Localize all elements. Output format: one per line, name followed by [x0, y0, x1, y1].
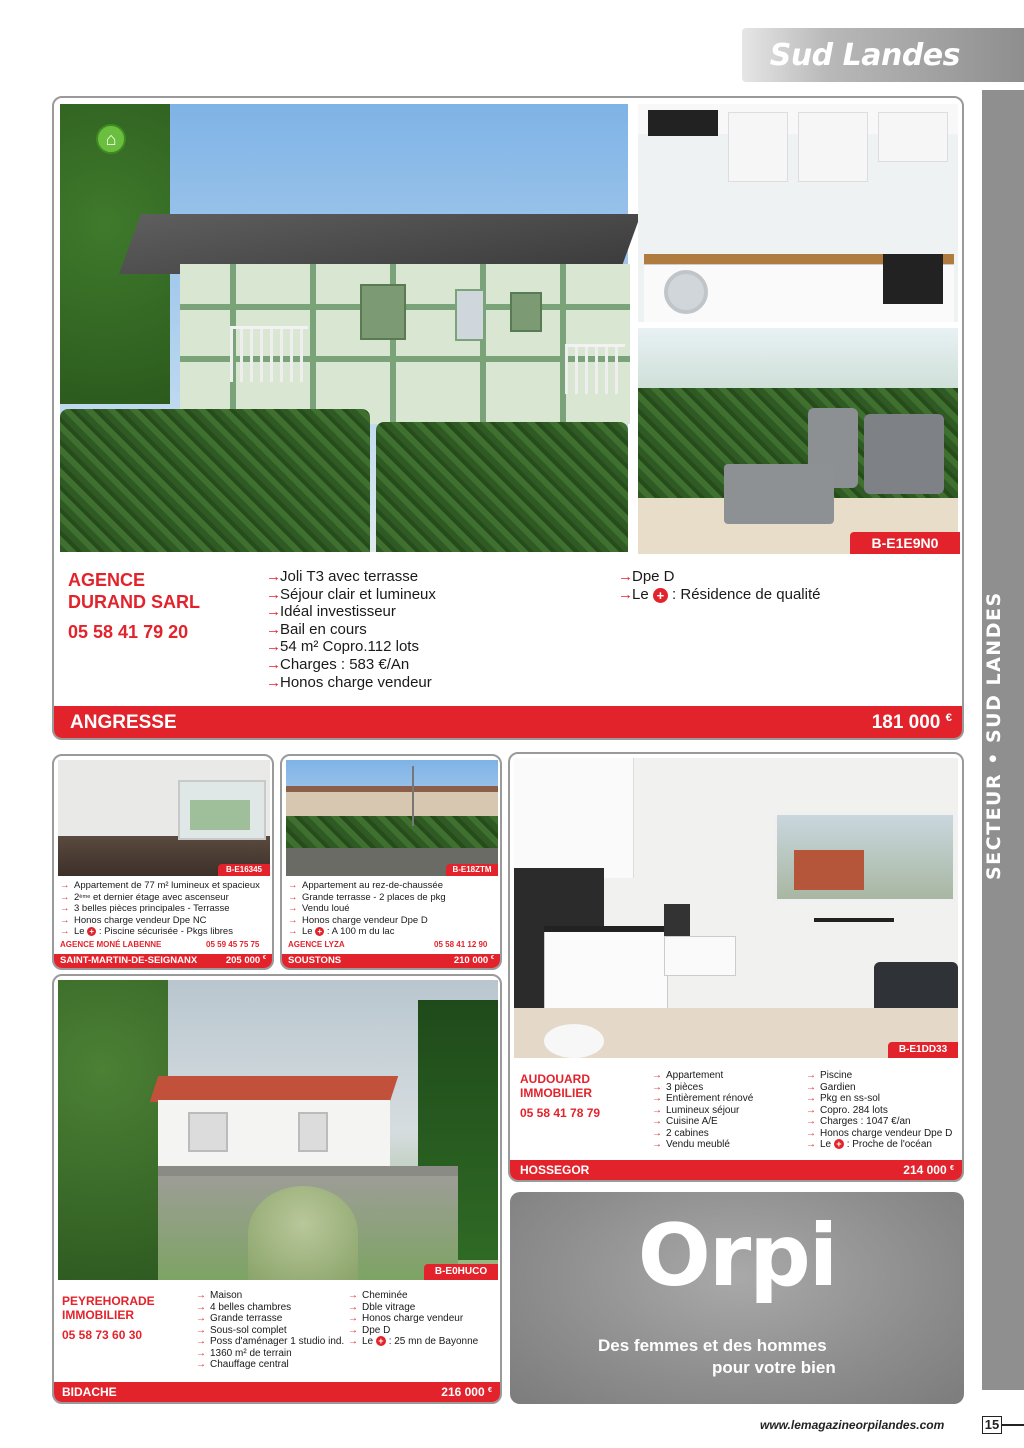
feature-item: → Honos charge vendeur [266, 674, 436, 692]
orpi-logo: Orpi [637, 1206, 837, 1306]
feature-item: → Copro. 284 lots [806, 1105, 952, 1117]
city-price-bar [54, 706, 962, 738]
orpi-tagline-1: Des femmes et des hommes [598, 1336, 827, 1355]
feature-item: → 3 pièces [652, 1082, 753, 1094]
listing-card-hossegor[interactable] [508, 752, 964, 1182]
feature-item-plus [806, 1139, 952, 1151]
plus-text: : A 100 m du lac [326, 926, 395, 937]
side-sector-text: SECTEUR • SUD LANDES [983, 591, 1005, 880]
feature-item: → Honos charge vendeur Dpe D [288, 915, 446, 927]
plus-text: : Résidence de qualité [672, 586, 821, 603]
agency-name-line: DURAND SARL [68, 591, 200, 612]
feature-item: → Appartement de 77 m² lumineux et spacieux [60, 880, 260, 892]
feature-item: → Appartement au rez-de-chaussée [288, 880, 446, 892]
page-number: 15 [982, 1416, 1002, 1434]
feature-item: → Sous-sol complet [196, 1325, 344, 1337]
ref-tag: B-E0HUCO [424, 1264, 498, 1280]
feature-list-right [806, 1070, 952, 1151]
currency: € [950, 1163, 954, 1172]
price [872, 712, 952, 734]
feature-floor-suffix: ème [79, 893, 91, 900]
listing-photo-house[interactable] [60, 104, 628, 552]
listing-card-angresse[interactable] [52, 96, 964, 740]
feature-item-plus [288, 926, 446, 938]
feature-list-right [618, 568, 820, 604]
price-value: 205 000 [225, 955, 261, 966]
feature-item: → Grande terrasse [196, 1313, 344, 1325]
feature-item: → 3 belles pièces principales - Terrasse [60, 903, 260, 915]
agency-name-line: IMMOBILIER [62, 1308, 134, 1323]
feature-floor-num: 2 [74, 891, 80, 903]
listing-card-soustons[interactable] [280, 754, 502, 970]
feature-item: → Gardien [806, 1082, 952, 1094]
price [454, 955, 494, 966]
feature-item: → 4 belles chambres [196, 1302, 344, 1314]
feature-item: → Chauffage central [196, 1359, 344, 1371]
feature-item: → Cuisine A/E [652, 1116, 753, 1128]
feature-item: → Bail en cours [266, 621, 436, 639]
feature-item: → Honos charge vendeur Dpe NC [60, 915, 260, 927]
currency: € [488, 1385, 492, 1394]
feature-item: → Lumineux séjour [652, 1105, 753, 1117]
feature-item: → Dble vitrage [348, 1302, 478, 1314]
agency-name-line: PEYREHORADE [62, 1294, 155, 1308]
feature-item: → Poss d'aménager 1 studio ind. [196, 1336, 344, 1348]
city-name: SAINT-MARTIN-DE-SEIGNANX [60, 955, 198, 966]
city-price-bar [510, 1160, 962, 1180]
price [903, 1163, 954, 1177]
feature-item: → Entièrement rénové [652, 1093, 753, 1105]
ref-tag: B-E16345 [218, 864, 270, 876]
eco-house-icon [96, 124, 126, 154]
feature-item: → Honos charge vendeur Dpe D [806, 1128, 952, 1140]
agency-phone[interactable]: 05 58 73 60 30 [62, 1328, 143, 1342]
agency-name [520, 1072, 592, 1101]
orpi-tagline-2: pour votre bien [712, 1358, 836, 1377]
ref-tag: B-E18ZTM [446, 864, 498, 876]
feature-list [288, 880, 446, 938]
feature-list-right [348, 1290, 478, 1348]
agency-name-line: AGENCE [68, 570, 146, 590]
ref-tag: B-E1DD33 [888, 1042, 958, 1058]
plus-icon: + [653, 588, 668, 603]
plus-text: : Proche de l'océan [846, 1139, 932, 1150]
agency-name-line: IMMOBILIER [520, 1086, 592, 1101]
feature-floor-text: et dernier étage avec ascenseur [90, 891, 229, 903]
plus-icon: + [834, 1139, 844, 1149]
eco-house-glyph: ⌂ [105, 129, 117, 149]
listing-photo-villa[interactable] [58, 980, 498, 1280]
listing-photo-living-room[interactable] [514, 758, 958, 1058]
feature-item: → Pkg en ss-sol [806, 1093, 952, 1105]
listing-card-bidache[interactable] [52, 974, 502, 1404]
plus-icon: + [315, 927, 324, 936]
feature-list [652, 1070, 753, 1151]
plus-icon: + [87, 927, 96, 936]
agency-name: AGENCE LYZA [288, 940, 345, 949]
city-price-bar [54, 1382, 500, 1402]
city-name: BIDACHE [62, 1385, 117, 1399]
price-value: 210 000 [453, 955, 489, 966]
agency-phone[interactable]: 05 58 41 12 90 [434, 940, 488, 949]
plus-label: Le [820, 1139, 832, 1150]
city-name: ANGRESSE [70, 712, 177, 733]
price-value: 181 000 [871, 712, 941, 733]
listing-photo-interior[interactable] [58, 760, 270, 876]
page-number-rule [1002, 1424, 1024, 1426]
feature-item: → Séjour clair et lumineux [266, 586, 436, 604]
plus-label: Le [74, 926, 85, 937]
feature-item-plus [60, 926, 260, 938]
footer-url[interactable]: www.lemagazineorpilandes.com [760, 1418, 945, 1432]
region-title: Sud Landes [769, 38, 960, 73]
agency-phone[interactable]: 05 59 45 75 75 [206, 940, 260, 949]
feature-item: → Dpe D [348, 1325, 478, 1337]
feature-item-plus [348, 1336, 478, 1348]
listing-photo-residence[interactable] [286, 760, 498, 876]
price [226, 955, 266, 966]
plus-label: Le [302, 926, 313, 937]
feature-list [60, 880, 260, 938]
ref-tag: B-E1E9N0 [850, 532, 960, 554]
feature-item: → Vendu loué [288, 903, 446, 915]
currency: € [490, 955, 494, 961]
listing-card-saint-martin[interactable] [52, 754, 274, 970]
feature-item: → Honos charge vendeur [348, 1313, 478, 1325]
currency: € [945, 712, 952, 724]
city-price-bar [54, 954, 272, 968]
feature-list [196, 1290, 344, 1371]
feature-item: → 54 m² Copro.112 lots [266, 638, 436, 656]
plus-label: Le [632, 586, 649, 603]
agency-phone[interactable]: 05 58 41 79 20 [68, 622, 189, 642]
listing-photo-kitchen[interactable] [638, 104, 958, 322]
feature-item: → Maison [196, 1290, 344, 1302]
feature-list [266, 568, 436, 691]
agency-name: AGENCE MONÉ LABENNE [60, 940, 162, 949]
price-value: 216 000 [441, 1385, 485, 1399]
feature-item: → 1360 m² de terrain [196, 1348, 344, 1360]
feature-item: → Appartement [652, 1070, 753, 1082]
price [441, 1385, 492, 1399]
side-sector-label [983, 591, 1023, 920]
feature-item: → Joli T3 avec terrasse [266, 568, 436, 586]
currency: € [262, 955, 266, 961]
plus-icon: + [376, 1336, 386, 1346]
price-value: 214 000 [903, 1163, 947, 1177]
feature-item-plus [618, 586, 820, 604]
orpi-advertisement[interactable] [510, 1192, 964, 1404]
city-name: SOUSTONS [288, 955, 342, 966]
feature-item: → Vendu meublé [652, 1139, 753, 1151]
agency-name [62, 1294, 155, 1323]
plus-label: Le [362, 1336, 374, 1347]
feature-item: → Piscine [806, 1070, 952, 1082]
feature-item: → Idéal investisseur [266, 603, 436, 621]
feature-item: → Charges : 1047 €/an [806, 1116, 952, 1128]
city-price-bar [282, 954, 500, 968]
feature-item [60, 892, 260, 904]
feature-item: → Charges : 583 €/An [266, 656, 436, 674]
city-name: HOSSEGOR [520, 1163, 590, 1177]
feature-item: → Grande terrasse - 2 places de pkg [288, 892, 446, 904]
feature-item: → 2 cabines [652, 1128, 753, 1140]
listing-photo-terrace[interactable] [638, 328, 958, 554]
plus-text: : 25 mn de Bayonne [388, 1336, 479, 1347]
agency-name [68, 570, 200, 613]
feature-item: → Cheminée [348, 1290, 478, 1302]
agency-name-line: AUDOUARD [520, 1072, 590, 1086]
region-header [742, 28, 1024, 82]
plus-text: : Piscine sécurisée - Pkgs libres [98, 926, 233, 937]
feature-item: → Dpe D [618, 568, 820, 586]
agency-phone[interactable]: 05 58 41 78 79 [520, 1106, 601, 1120]
